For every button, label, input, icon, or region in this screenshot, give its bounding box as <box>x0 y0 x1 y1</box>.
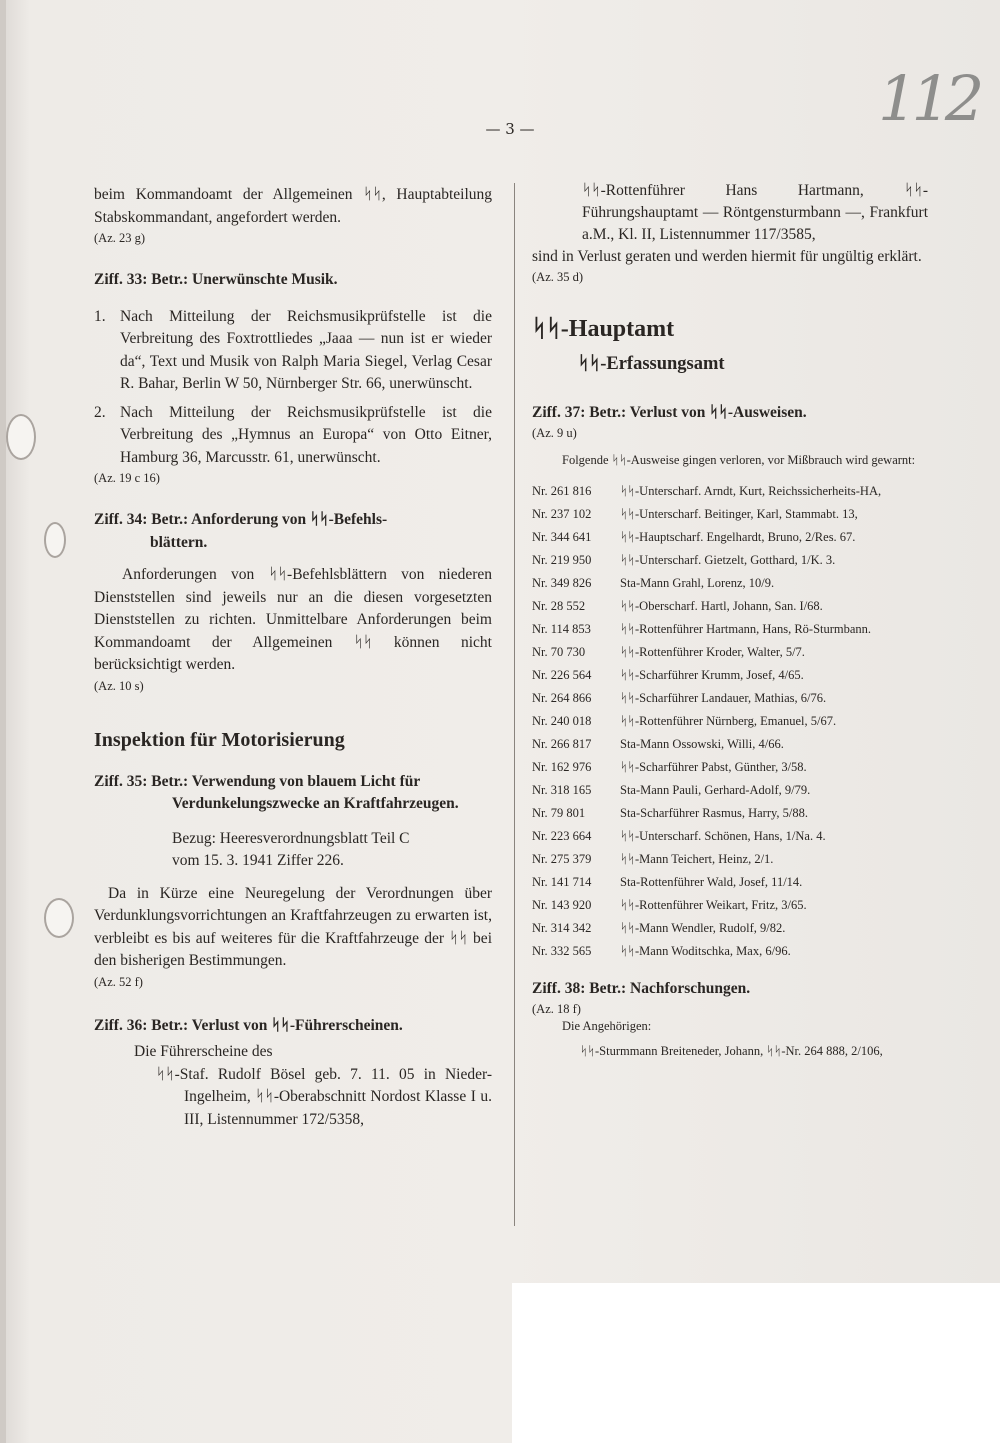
roster-id-number: Nr. 141 714 <box>532 875 592 889</box>
blank-scan-area <box>512 1283 1000 1443</box>
z34-heading: Ziff. 34: Betr.: Anforderung von ᛋᛋ-Befehls- <box>94 511 388 528</box>
subsection-heading-erfassungsamt: ᛋᛋ-Erfassungsamt <box>578 354 725 374</box>
roster-person: Sta-Mann Grahl, Lorenz, 10/9. <box>620 576 775 590</box>
roster-person: ᛋᛋ-Rottenführer Weikart, Fritz, 3/65. <box>620 898 807 912</box>
roster-row <box>532 713 928 736</box>
roster-row <box>532 943 928 966</box>
roster-person: Sta-Rottenführer Wald, Josef, 11/14. <box>620 875 803 889</box>
roster-row <box>532 759 928 782</box>
roster-person: ᛋᛋ-Scharführer Landauer, Mathias, 6/76. <box>620 691 827 705</box>
roster-row <box>532 690 928 713</box>
roster-row <box>532 575 928 598</box>
continued-entry: ᛋᛋ-Rottenführer Hans Hartmann, ᛋᛋ-Führungshauptamt — Röntgensturmbann —, Frankfurt a.M., Kl. II, Listennummer 117/3585, <box>582 182 928 243</box>
roster-person: ᛋᛋ-Unterscharf. Gietzelt, Gotthard, 1/K. 3. <box>620 553 836 567</box>
z35-heading-cont: Verdunkelungszwecke an Kraftfahrzeugen. <box>172 795 459 812</box>
roster-id-number: Nr. 79 801 <box>532 806 586 820</box>
z35-az: (Az. 52 f) <box>94 974 143 989</box>
right-column <box>532 180 928 1060</box>
section-heading-motorisierung: Inspektion für Motorisierung <box>94 728 345 751</box>
roster-id-number: Nr. 318 165 <box>532 783 592 797</box>
roster-id-number: Nr. 240 018 <box>532 714 592 728</box>
roster-id-number: Nr. 332 565 <box>532 944 592 958</box>
roster-row <box>532 598 928 621</box>
roster-row <box>532 667 928 690</box>
z33-item-number: 1. <box>94 307 106 325</box>
roster-person: ᛋᛋ-Unterscharf. Schönen, Hans, 1/Na. 4. <box>620 829 826 843</box>
z33-heading: Ziff. 33: Betr.: Unerwünschte Musik. <box>94 271 338 288</box>
roster-id-number: Nr. 237 102 <box>532 507 592 521</box>
roster-id-number: Nr. 114 853 <box>532 622 591 636</box>
roster-person: ᛋᛋ-Scharführer Pabst, Günther, 3/58. <box>620 760 807 774</box>
roster-person: ᛋᛋ-Scharführer Krumm, Josef, 4/65. <box>620 668 804 682</box>
z38-heading: Ziff. 38: Betr.: Nachforschungen. <box>532 980 751 997</box>
z33-item-1 <box>94 306 492 396</box>
roster-id-number: Nr. 162 976 <box>532 760 592 774</box>
roster-person: ᛋᛋ-Mann Wendler, Rudolf, 9/82. <box>620 921 786 935</box>
roster-person: ᛋᛋ-Hauptscharf. Engelhardt, Bruno, 2/Res. 67. <box>620 530 856 544</box>
z33-az: (Az. 19 c 16) <box>94 471 160 485</box>
roster-person: ᛋᛋ-Unterscharf. Beitinger, Karl, Stammabt. 13, <box>620 507 858 521</box>
intro-paragraph: beim Kommandoamt der Allgemeinen ᛋᛋ, Hauptabteilung Stabskommandant, angefordert werden. <box>94 186 492 226</box>
punch-hole-lower <box>44 898 74 938</box>
page-number: — 3 — <box>485 120 535 138</box>
roster-id-number: Nr. 314 342 <box>532 921 592 935</box>
z36-intro: Die Führerscheine des <box>134 1043 273 1060</box>
handwritten-page-number: 112 <box>878 62 979 135</box>
z36-entry: ᛋᛋ-Staf. Rudolf Bösel geb. 7. 11. 05 in Nieder-Ingelheim, ᛋᛋ-Oberabschnitt Nordost Klasse I u. III, Listennummer 172/5358, <box>156 1065 492 1128</box>
roster-person: ᛋᛋ-Rottenführer Hartmann, Hans, Rö-Sturmbann. <box>620 622 872 636</box>
punch-hole-upper <box>6 414 36 460</box>
roster-person: ᛋᛋ-Mann Woditschka, Max, 6/96. <box>620 944 791 958</box>
z36-heading: Ziff. 36: Betr.: Verlust von ᛋᛋ-Führerscheinen. <box>94 1016 403 1034</box>
roster-row <box>532 644 928 667</box>
roster-id-number: Nr. 143 920 <box>532 898 592 912</box>
roster-person: ᛋᛋ-Oberscharf. Hartl, Johann, San. I/68. <box>620 599 823 613</box>
roster-person: ᛋᛋ-Rottenführer Kroder, Walter, 5/7. <box>620 645 805 659</box>
roster-id-number: Nr. 264 866 <box>532 691 592 705</box>
z35-bezug-line1: Bezug: Heeresverordnungsblatt Teil C <box>172 829 410 847</box>
roster-id-number: Nr. 219 950 <box>532 553 592 567</box>
continued-text: sind in Verlust geraten und werden hiermit für ungültig erklärt. <box>532 248 922 265</box>
roster-id-number: Nr. 266 817 <box>532 737 592 751</box>
z35-bezug-line2: vom 15. 3. 1941 Ziffer 226. <box>172 852 344 869</box>
roster-row <box>532 897 928 920</box>
roster-row <box>532 506 928 529</box>
roster-row <box>532 736 928 759</box>
z33-item-text: Nach Mitteilung der Reichsmusikprüfstelle ist die Verbreitung des „Hymnus an Europa“ von Otto Eitner, Hamburg 36, Marcusstr. 61, unerwünscht. <box>120 403 492 466</box>
roster-row <box>532 782 928 805</box>
roster-row <box>532 874 928 897</box>
roster-row <box>532 552 928 575</box>
left-column <box>94 184 492 1131</box>
roster-row <box>532 851 928 874</box>
column-divider <box>514 183 515 1226</box>
roster-id-number: Nr. 261 816 <box>532 484 592 498</box>
roster-person: Sta-Scharführer Rasmus, Harry, 5/88. <box>620 806 809 820</box>
roster-person: ᛋᛋ-Unterscharf. Arndt, Kurt, Reichssicherheits-HA, <box>620 484 882 498</box>
roster-id-number: Nr. 349 826 <box>532 576 592 590</box>
lost-id-table <box>532 483 928 966</box>
z34-body: Anforderungen von ᛋᛋ-Befehlsblättern von niederen Dienststellen sind jeweils nur an die diesen vorgesetzten Dienststellen zu richten. Unmittelbare Anforderungen beim Kommandoamt der Allgemeinen ᛋᛋ können nicht berücksichtigt werden. <box>94 566 492 673</box>
z38-entry: ᛋᛋ-Sturmmann Breiteneder, Johann, ᛋᛋ-Nr. 264 888, 2/106, <box>580 1044 883 1058</box>
z37-intro: Folgende ᛋᛋ-Ausweise gingen verloren, vor Mißbrauch wird gewarnt: <box>562 453 916 467</box>
roster-person: Sta-Mann Ossowski, Willi, 4/66. <box>620 737 784 751</box>
roster-row <box>532 621 928 644</box>
z38-intro: Die Angehörigen: <box>562 1019 652 1033</box>
intro-az: (Az. 23 g) <box>94 231 146 245</box>
roster-id-number: Nr. 70 730 <box>532 645 586 659</box>
continued-az: (Az. 35 d) <box>532 270 584 284</box>
roster-person: ᛋᛋ-Mann Teichert, Heinz, 2/1. <box>620 852 774 866</box>
roster-person: ᛋᛋ-Rottenführer Nürnberg, Emanuel, 5/67. <box>620 714 837 728</box>
z33-item-text: Nach Mitteilung der Reichsmusikprüfstelle ist die Verbreitung des Foxtrottliedes „Jaaa — nun ist er wieder da“, Text und Musik von Ralph Maria Siegel, Verlag Cesar R. Bahar, Berlin W 50, Nürnberger Str. 66, unerwünscht. <box>120 307 492 392</box>
roster-row <box>532 483 928 506</box>
z33-item-2 <box>94 402 492 470</box>
z34-az: (Az. 10 s) <box>94 678 144 693</box>
roster-id-number: Nr. 223 664 <box>532 829 592 843</box>
z33-item-number: 2. <box>94 403 106 421</box>
roster-row <box>532 805 928 828</box>
roster-row <box>532 920 928 943</box>
roster-id-number: Nr. 344 641 <box>532 530 592 544</box>
punch-hole-mid <box>44 522 66 558</box>
roster-row <box>532 828 928 851</box>
z34-heading-cont: blättern. <box>150 533 208 551</box>
roster-person: Sta-Mann Pauli, Gerhard-Adolf, 9/79. <box>620 783 811 797</box>
z35-body: Da in Kürze eine Neuregelung der Verordnungen über Verdunklungsvorrichtungen an Kraftfahrzeugen zu erwarten ist, verbleibt es bis auf weiteres für die Kraftfahrzeuge der ᛋᛋ bei den bisherigen Bestimmungen. <box>94 884 492 969</box>
roster-id-number: Nr. 28 552 <box>532 599 586 613</box>
z35-heading: Ziff. 35: Betr.: Verwendung von blauem Licht für <box>94 772 421 790</box>
page-edge-shadow <box>0 0 6 1443</box>
z37-heading: Ziff. 37: Betr.: Verlust von ᛋᛋ-Ausweisen. <box>532 404 807 421</box>
z38-az: (Az. 18 f) <box>532 1002 581 1016</box>
roster-id-number: Nr. 275 379 <box>532 852 592 866</box>
z37-az: (Az. 9 u) <box>532 426 577 440</box>
roster-row <box>532 529 928 552</box>
section-heading-hauptamt: ᛋᛋ-Hauptamt <box>532 316 675 342</box>
roster-id-number: Nr. 226 564 <box>532 668 592 682</box>
